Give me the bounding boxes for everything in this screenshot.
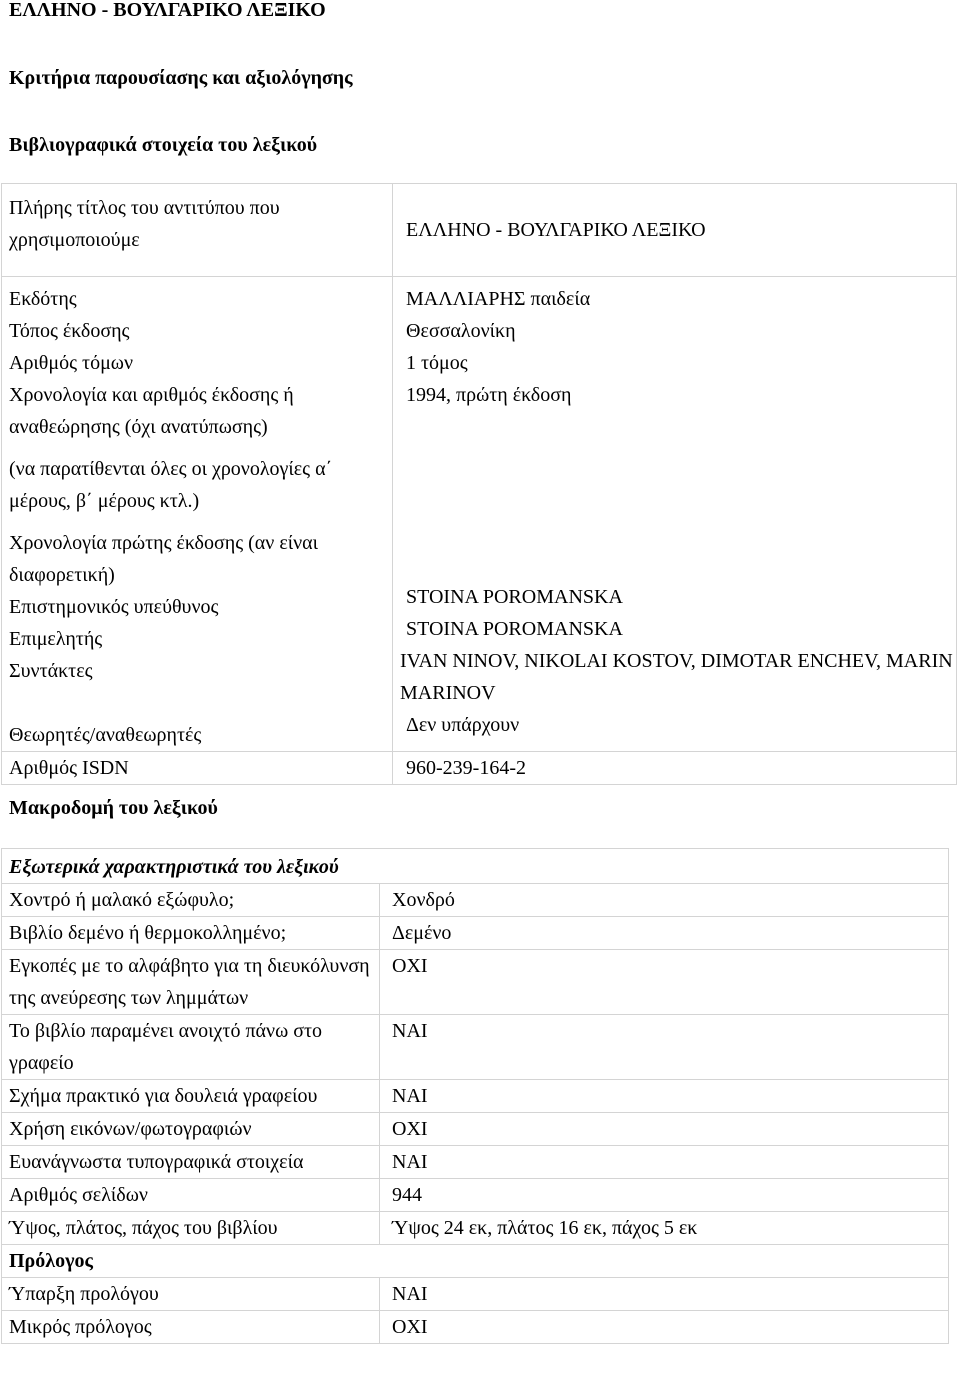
publication-values-cell <box>393 277 957 752</box>
editor-value: STOINA POROMANSKA <box>406 618 623 640</box>
reviewers-label: Θεωρητές/αναθεωρητές <box>9 724 202 746</box>
ext-label: Αριθμός σελίδων <box>2 1179 380 1212</box>
table-row <box>2 1146 949 1179</box>
ext-value: ΟΧΙ <box>380 950 949 1015</box>
reviewers-value: Δεν υπάρχουν <box>406 714 520 736</box>
place-value: Θεσσαλονίκη <box>406 320 516 342</box>
prologue-heading: Πρόλογος <box>2 1245 949 1278</box>
place-label: Τόπος έκδοσης <box>9 320 130 342</box>
scientific-label: Επιστημονικός υπεύθυνος <box>9 596 219 618</box>
section-heading-criteria: Κριτήρια παρουσίασης και αξιολόγησης <box>9 67 353 89</box>
edition-value: 1994, πρώτη έκδοση <box>406 384 572 406</box>
volumes-value: 1 τόμος <box>406 352 468 374</box>
ext-label: Χρήση εικόνων/φωτογραφιών <box>2 1113 380 1146</box>
ext-value: Ύψος 24 εκ, πλάτος 16 εκ, πάχος 5 εκ <box>380 1212 949 1245</box>
ext-label: Ευανάγνωστα τυπογραφικά στοιχεία <box>2 1146 380 1179</box>
ext-label: Το βιβλίο παραμένει ανοιχτό πάνω στο γραφείο <box>2 1015 380 1080</box>
table-row <box>2 950 949 1015</box>
publication-labels-cell <box>2 277 393 752</box>
table-row <box>2 1245 949 1278</box>
page-title: ΕΛΛΗΝΟ - ΒΟΥΛΓΑΡΙΚΟ ΛΕΞΙΚΟ <box>9 0 326 21</box>
table-row <box>2 1113 949 1146</box>
table-row <box>2 1080 949 1113</box>
ext-label: Ύπαρξη προλόγου <box>2 1278 380 1311</box>
ext-value: ΝΑΙ <box>380 1278 949 1311</box>
ext-label: Χοντρό ή μαλακό εξώφυλο; <box>2 884 380 917</box>
bibliography-table <box>1 183 957 785</box>
dates-note: (να παρατίθενται όλες οι χρονολογίες α΄ μέρους, β΄ μέρους κτλ.) <box>9 458 333 512</box>
isdn-value: 960-239-164-2 <box>393 752 957 785</box>
ext-value: ΝΑΙ <box>380 1080 949 1113</box>
ext-value: Χονδρό <box>380 884 949 917</box>
authors-value: IVAN NINOV, NIKOLAI KOSTOV, DIMOTAR ENCHEV, MARIN MARINOV <box>400 650 953 704</box>
edition-label: Χρονολογία και αριθμός έκδοσης ή αναθεώρησης (όχι ανατύπωσης) <box>9 384 294 438</box>
table-row <box>2 752 957 785</box>
scientific-value: STOINA POROMANSKA <box>406 586 623 608</box>
ext-label: Ύψος, πλάτος, πάχος του βιβλίου <box>2 1212 380 1245</box>
ext-label: Εγκοπές με το αλφάβητο για τη διευκόλυνση της ανεύρεσης των λημμάτων <box>2 950 380 1015</box>
table-row <box>2 1212 949 1245</box>
table-row <box>2 277 957 752</box>
ext-value: ΝΑΙ <box>380 1146 949 1179</box>
ext-value: Δεμένο <box>380 917 949 950</box>
section-heading-bibliography: Βιβλιογραφικά στοιχεία του λεξικού <box>9 134 318 156</box>
ext-label: Βιβλίο δεμένο ή θερμοκολλημένο; <box>2 917 380 950</box>
editor-label: Επιμελητής <box>9 628 103 650</box>
ext-label: Μικρός πρόλογος <box>2 1311 380 1344</box>
ext-value: 944 <box>380 1179 949 1212</box>
external-features-table <box>1 848 949 1344</box>
table-row <box>2 917 949 950</box>
isdn-label: Αριθμός ISDN <box>2 752 393 785</box>
first-edition-label: Χρονολογία πρώτης έκδοσης (αν είναι διαφορετική) <box>9 532 319 586</box>
table-row <box>2 884 949 917</box>
table-row <box>2 1311 949 1344</box>
full-title-label: Πλήρης τίτλος του αντιτύπου που χρησιμοποιούμε <box>2 184 393 277</box>
table-row <box>2 1179 949 1212</box>
section-heading-macrostructure: Μακροδομή του λεξικού <box>9 797 218 819</box>
table-row <box>2 1015 949 1080</box>
table-row <box>2 184 957 277</box>
authors-label: Συντάκτες <box>9 660 93 682</box>
table-row <box>2 1278 949 1311</box>
volumes-label: Αριθμός τόμων <box>9 352 133 374</box>
full-title-value: ΕΛΛΗΝΟ - ΒΟΥΛΓΑΡΙΚΟ ΛΕΞΙΚΟ <box>393 184 957 277</box>
ext-value: ΝΑΙ <box>380 1015 949 1080</box>
table-row <box>2 849 949 884</box>
ext-value: ΟΧΙ <box>380 1113 949 1146</box>
ext-label: Σχήμα πρακτικό για δουλειά γραφείου <box>2 1080 380 1113</box>
ext-value: ΟΧΙ <box>380 1311 949 1344</box>
publisher-label: Εκδότης <box>9 288 77 310</box>
publisher-value: ΜΑΛΛΙΑΡΗΣ παιδεία <box>406 288 591 310</box>
external-heading: Εξωτερικά χαρακτηριστικά του λεξικού <box>2 849 949 884</box>
